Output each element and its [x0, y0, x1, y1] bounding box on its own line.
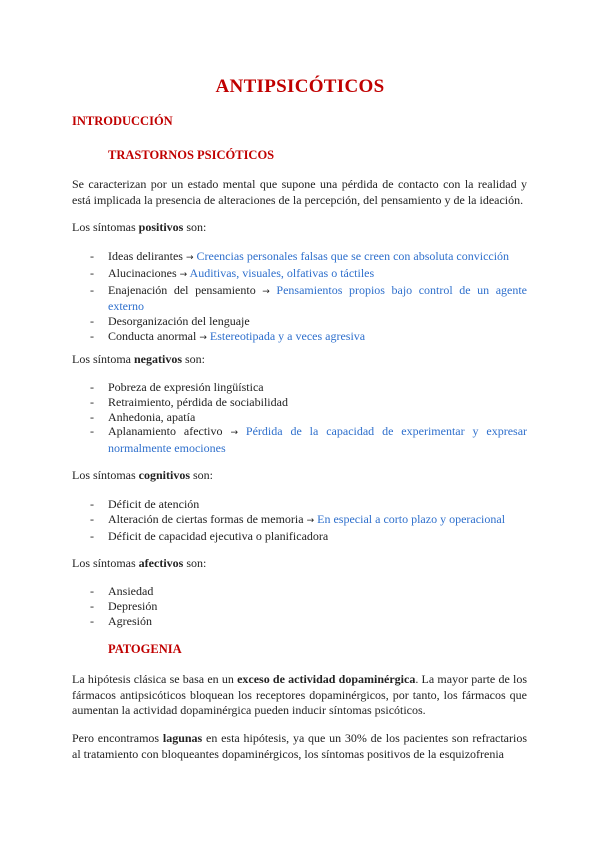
dash-bullet: - — [90, 380, 94, 394]
list-item — [72, 380, 527, 395]
dash-bullet: - — [90, 598, 94, 613]
item-text: Pobreza de expresión lingüística — [108, 380, 264, 394]
negativos-list — [72, 380, 527, 456]
arrow-icon: → — [306, 515, 315, 526]
list-item — [72, 283, 527, 315]
dash-bullet: - — [90, 497, 94, 511]
patogenia-paragraph-2: Pero encontramos lagunas en esta hipótesis, ya que un 30% de los pacientes son refractarios al tratamiento con bloqueantes dopaminérgicos, los síntomas positivos de la esquizofrenia — [72, 731, 528, 761]
dash-bullet: - — [90, 511, 94, 526]
item-text: Déficit de atención — [108, 497, 200, 511]
positivos-list — [72, 249, 527, 346]
list-item — [72, 249, 527, 266]
arrow-icon: → — [185, 253, 194, 263]
item-text: Retraimiento, pérdida de sociabilidad — [108, 394, 288, 409]
list-item — [72, 497, 527, 512]
patogenia-paragraph-1: La hipótesis clásica se basa en un exceso de actividad dopaminérgica. La mayor parte de los fármacos antipsicóticos bloquean los receptores dopaminérgicos, por tanto, los fármacos que aumentan la actividad dopaminérgica pueden inducir síntomas psicóticos. — [72, 672, 528, 717]
dash-bullet: - — [90, 328, 94, 343]
dash-bullet: - — [90, 249, 94, 263]
item-text: Depresión — [108, 598, 158, 613]
list-item — [72, 410, 527, 425]
dash-bullet: - — [90, 409, 94, 424]
dash-bullet: - — [90, 528, 94, 543]
item-definition: Auditivas, visuales, olfativas o táctiles — [189, 265, 375, 280]
item-text: Ansiedad — [108, 584, 154, 598]
item-text: Anhedonia, apatía — [108, 409, 196, 424]
patogenia-heading: PATOGENIA — [108, 642, 182, 656]
dash-bullet: - — [90, 394, 94, 409]
item-definition: Pensamientos propios bajo control de un agente externo — [108, 282, 528, 314]
dash-bullet: - — [90, 282, 94, 297]
item-text: Enajenación del pensamiento — [108, 282, 256, 297]
arrow-icon: → — [262, 286, 270, 297]
dash-bullet: - — [90, 314, 94, 329]
dash-bullet: - — [90, 613, 94, 628]
item-text: Alteración de ciertas formas de memoria — [108, 511, 304, 526]
list-item — [72, 512, 527, 529]
arrow-icon: → — [230, 428, 238, 439]
arrow-icon: → — [199, 332, 207, 343]
list-item — [72, 424, 527, 456]
arrow-icon: → — [179, 269, 188, 280]
dash-bullet: - — [90, 265, 94, 280]
dash-bullet: - — [90, 584, 94, 598]
item-definition: Pérdida de la capacidad de experimentar y expresar normalmente emociones — [108, 424, 528, 456]
item-text: Desorganización del lenguaje — [108, 314, 250, 329]
item-text: Ideas delirantes — [108, 249, 183, 263]
item-text: Conducta anormal — [108, 328, 197, 343]
item-text: Alucinaciones — [108, 265, 177, 280]
list-item — [72, 395, 527, 410]
list-item — [72, 614, 527, 629]
list-item — [72, 599, 527, 614]
dash-bullet: - — [90, 424, 94, 439]
introduccion-heading: INTRODUCCIÓN — [72, 114, 173, 128]
item-definition: Estereotipada y a veces agresiva — [209, 328, 366, 343]
list-item — [72, 314, 527, 329]
cognitivos-list — [72, 497, 527, 543]
item-definition: Creencias personales falsas que se creen con absoluta convicción — [196, 249, 510, 263]
list-item — [72, 329, 527, 346]
trastornos-heading: TRASTORNOS PSICÓTICOS — [108, 148, 275, 162]
positivos-label: Los síntomas positivos son: — [72, 220, 207, 234]
item-text: Aplanamiento afectivo — [108, 424, 223, 439]
page-title: ANTIPSICÓTICOS — [215, 76, 385, 97]
list-item — [72, 266, 527, 283]
item-definition: En especial a corto plazo y operacional — [317, 511, 506, 526]
afectivos-list — [72, 584, 527, 628]
item-text: Déficit de capacidad ejecutiva o planificadora — [108, 528, 329, 543]
list-item — [72, 529, 527, 544]
negativos-label: Los síntoma negativos son: — [72, 352, 206, 366]
item-text: Agresión — [108, 613, 152, 628]
afectivos-label: Los síntomas afectivos son: — [72, 556, 207, 570]
cognitivos-label: Los síntomas cognitivos son: — [72, 468, 214, 482]
list-item — [72, 584, 527, 599]
intro-paragraph: Se caracterizan por un estado mental que supone una pérdida de contacto con la realidad y está implicada la presencia de alteraciones de la percepción, del pensamiento y de la ideación. — [72, 177, 527, 207]
